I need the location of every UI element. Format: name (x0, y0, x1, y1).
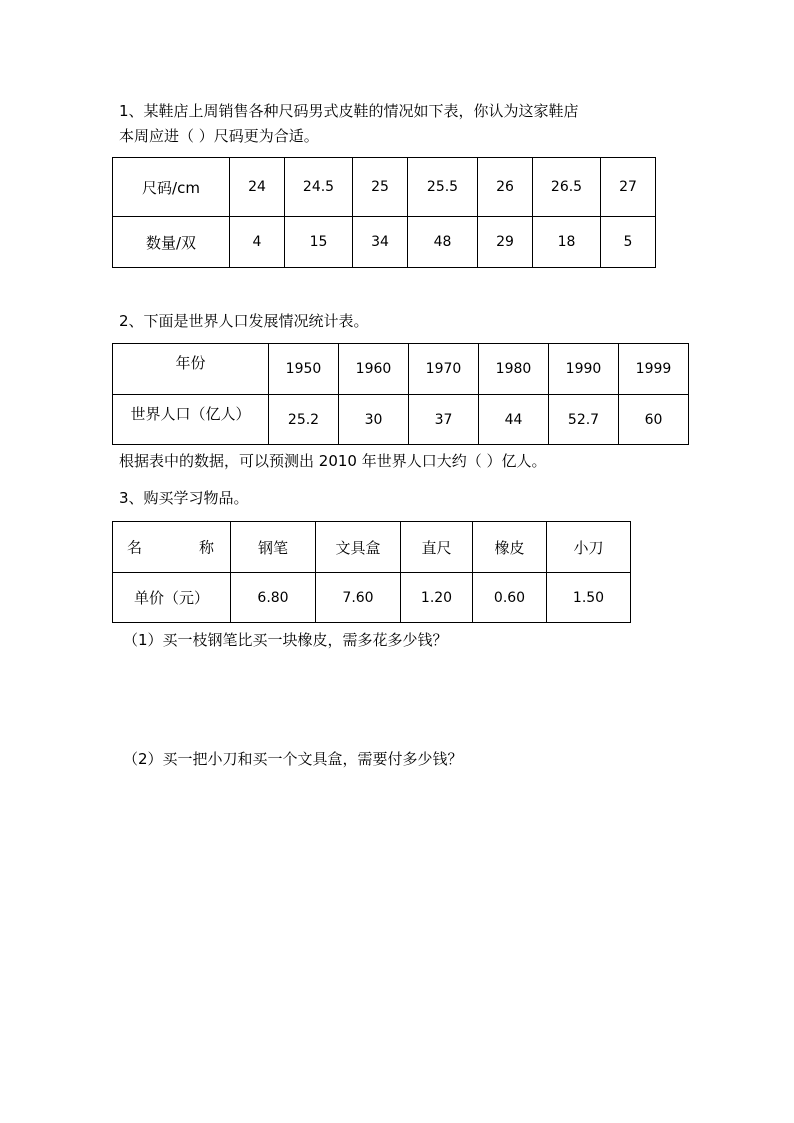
name-label-left: 名 (127, 538, 143, 557)
table-cell: 数量/双 (113, 217, 230, 268)
table-cell: 世界人口（亿人） (113, 395, 269, 445)
table-cell: 1960 (339, 344, 409, 395)
table-cell: 7.60 (316, 573, 401, 623)
q1-text-line1: 1、某鞋店上周销售各种尺码男式皮鞋的情况如下表，你认为这家鞋店 (119, 102, 579, 120)
table-cell: 26.5 (533, 158, 601, 217)
table-cell: 24.5 (285, 158, 353, 217)
table-row (113, 522, 631, 573)
table-cell: 1999 (619, 344, 689, 395)
world-population-table (112, 343, 689, 445)
table-cell: 44 (479, 395, 549, 445)
table-cell: 小刀 (547, 522, 631, 573)
q2-title: 2、下面是世界人口发展情况统计表。 (119, 312, 369, 330)
table-cell: 18 (533, 217, 601, 268)
table-row (113, 217, 656, 268)
table-cell: 钢笔 (231, 522, 316, 573)
table-cell: 25 (353, 158, 408, 217)
q3-sub2: （2）买一把小刀和买一个文具盒，需要付多少钱？ (123, 750, 463, 768)
table-cell: 37 (409, 395, 479, 445)
table-cell: 直尺 (401, 522, 473, 573)
table-cell (113, 522, 231, 573)
table-cell: 文具盒 (316, 522, 401, 573)
table-cell: 1.20 (401, 573, 473, 623)
table-cell: 单价（元） (113, 573, 231, 623)
table-cell: 尺码/cm (113, 158, 230, 217)
table-cell: 1990 (549, 344, 619, 395)
table-cell: 15 (285, 217, 353, 268)
q3-sub1: （1）买一枝钢笔比买一块橡皮，需多花多少钱？ (123, 631, 448, 649)
table-cell: 25.2 (269, 395, 339, 445)
table-row (113, 158, 656, 217)
name-label-right: 称 (198, 538, 214, 557)
table-cell: 4 (230, 217, 285, 268)
table-cell: 5 (601, 217, 656, 268)
table-cell: 0.60 (473, 573, 547, 623)
table-cell: 26 (478, 158, 533, 217)
table-cell: 27 (601, 158, 656, 217)
stationery-price-table (112, 521, 631, 623)
q2-note: 根据表中的数据，可以预测出 2010 年世界人口大约（ ）亿人。 (119, 452, 547, 470)
table-cell: 1.50 (547, 573, 631, 623)
shoe-size-table (112, 157, 656, 268)
table-cell: 60 (619, 395, 689, 445)
q1-text-line2: 本周应进（ ）尺码更为合适。 (119, 127, 319, 145)
table-cell: 29 (478, 217, 533, 268)
table-cell: 30 (339, 395, 409, 445)
table-cell: 1970 (409, 344, 479, 395)
table-row (113, 573, 631, 623)
table-cell: 橡皮 (473, 522, 547, 573)
table-row (113, 395, 689, 445)
table-row (113, 344, 689, 395)
table-cell: 48 (408, 217, 478, 268)
table-cell: 52.7 (549, 395, 619, 445)
table-cell: 34 (353, 217, 408, 268)
table-cell: 6.80 (231, 573, 316, 623)
table-cell: 1980 (479, 344, 549, 395)
table-cell: 1950 (269, 344, 339, 395)
q3-title: 3、购买学习物品。 (119, 489, 249, 507)
table-cell: 年份 (113, 344, 269, 395)
table-cell: 25.5 (408, 158, 478, 217)
table-cell: 24 (230, 158, 285, 217)
